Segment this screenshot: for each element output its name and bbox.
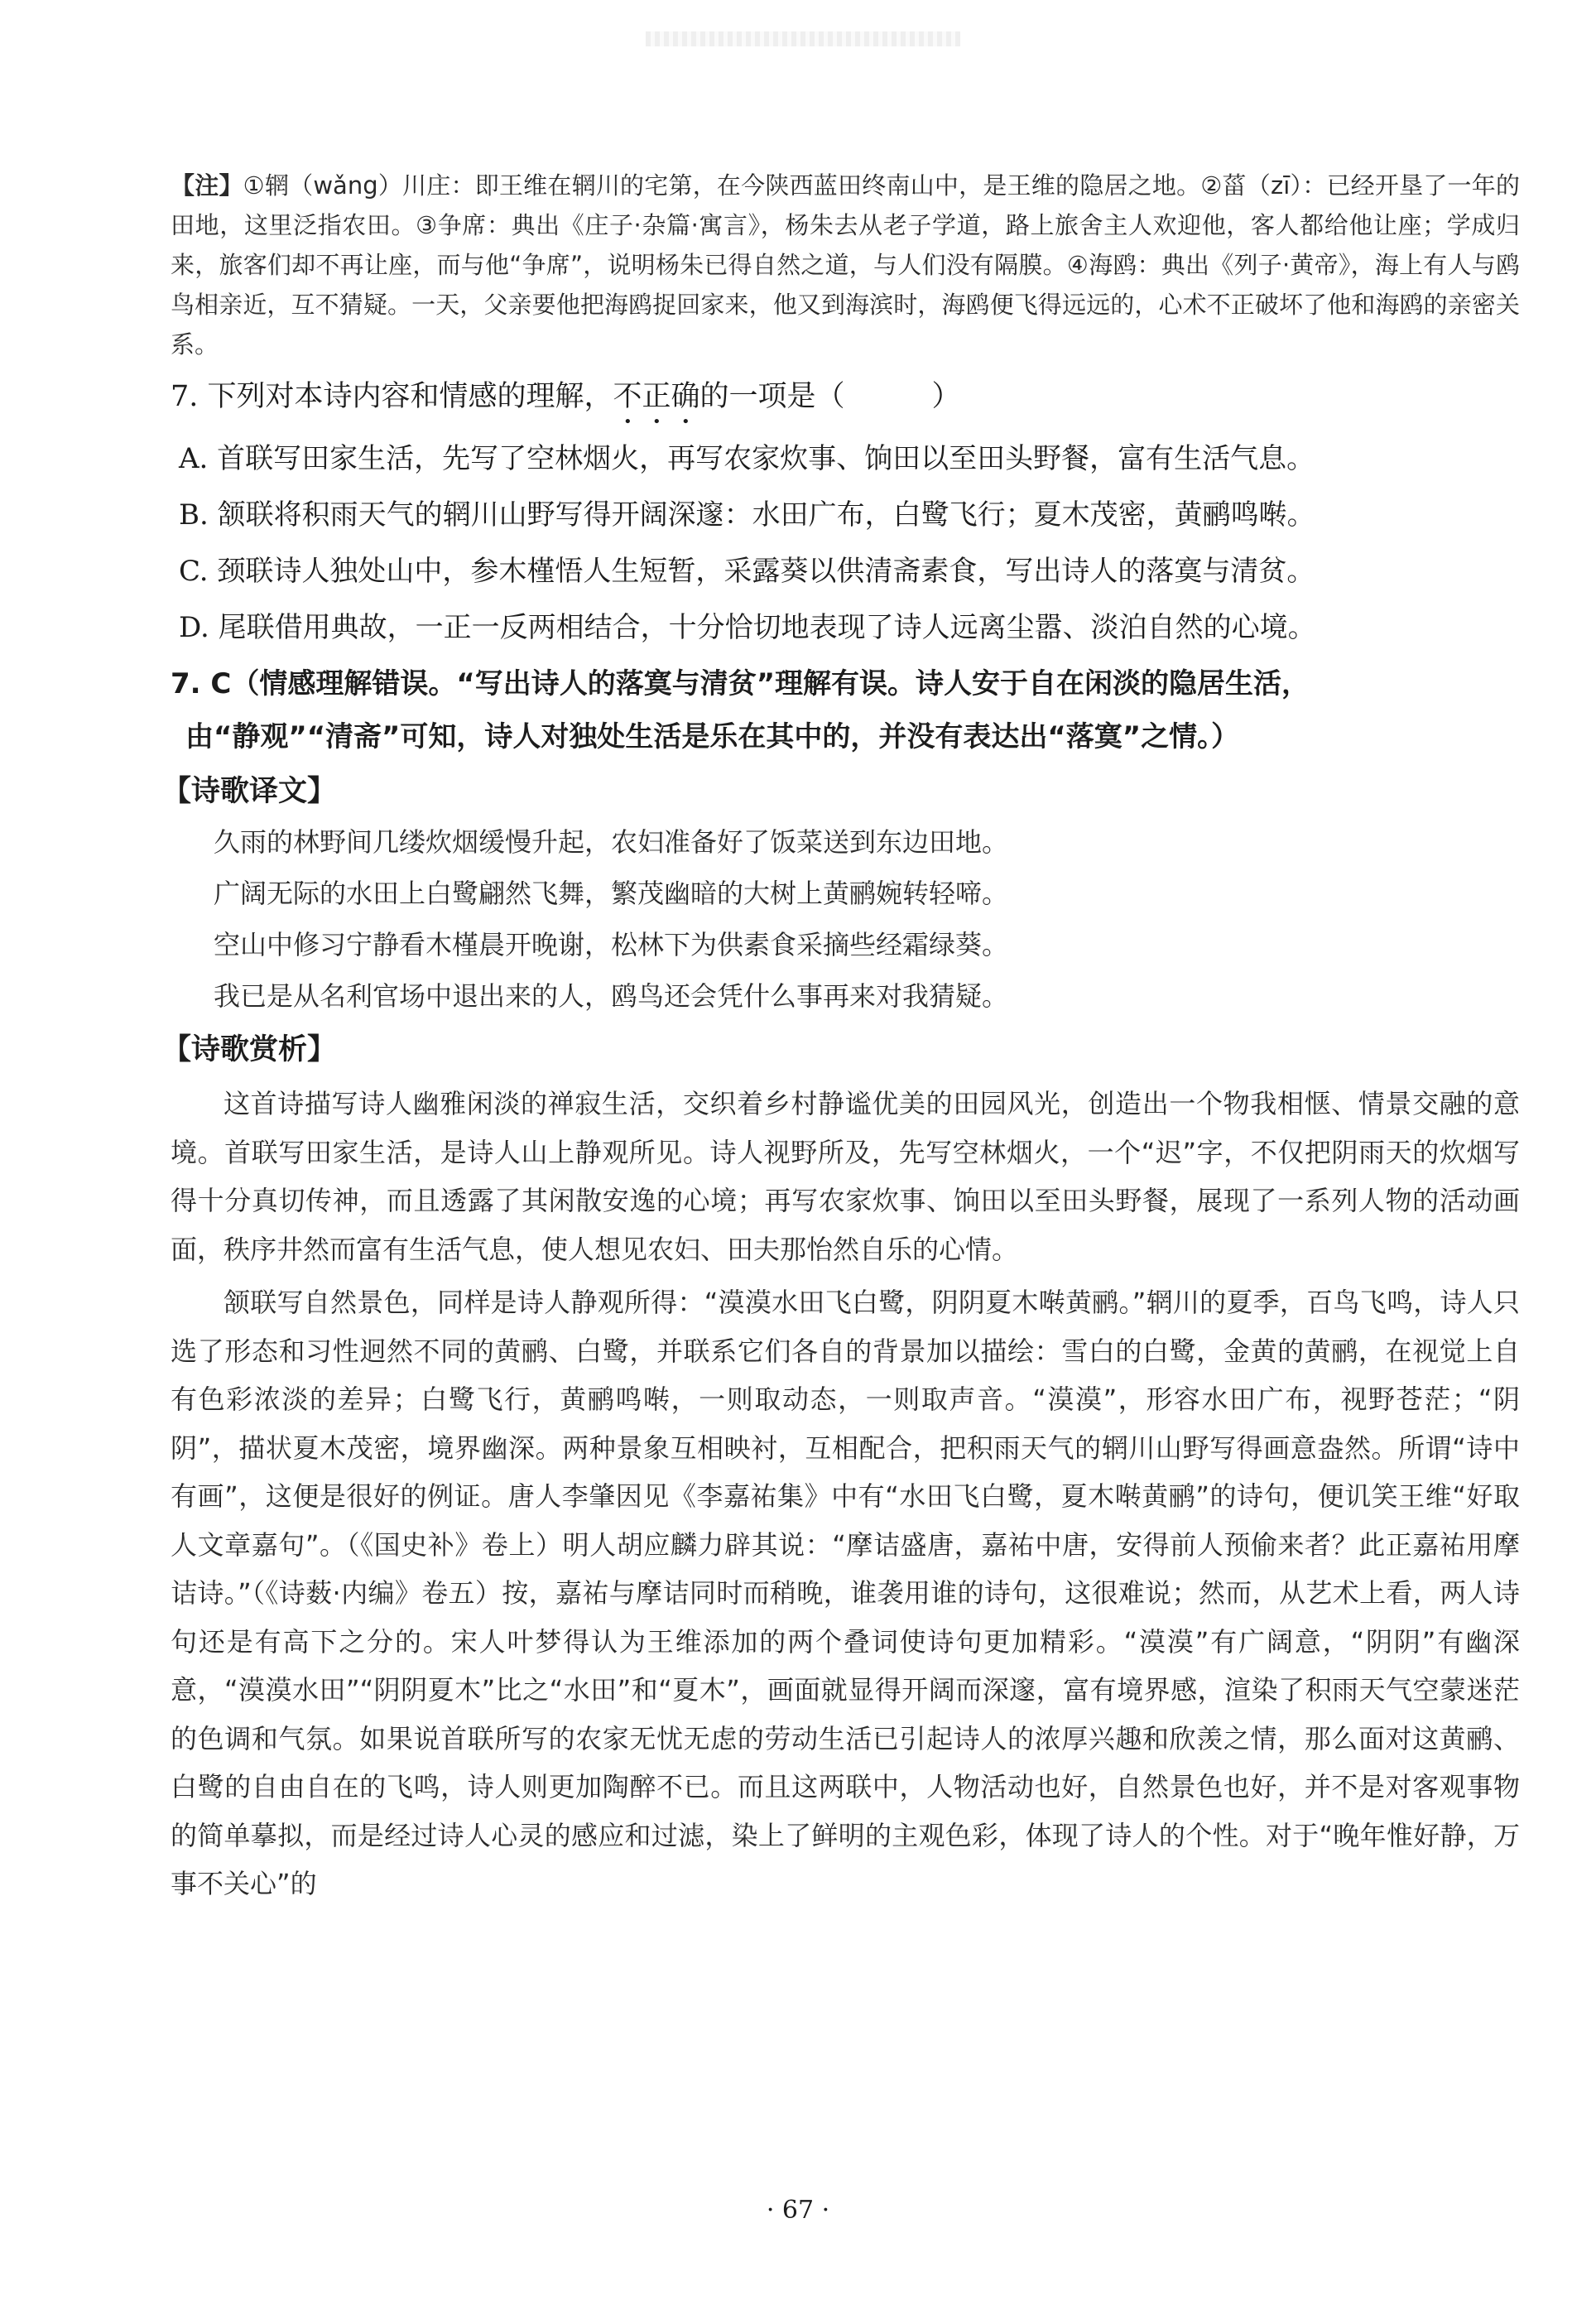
option-c: C. 颈联诗人独处山中，参木槿悟人生短暂，采露葵以供清斋素食，写出诗人的落寞与清贫。 [179,555,1315,588]
footnote-text: ①辋（wǎng）川庄：即王维在辋川的宅第，在今陕西蓝田终南山中，是王维的隐居之地。②菑（zī）：已经开垦了一年的田地，这里泛指农田。③争席：典出《庄子·杂篇·寓言》，杨朱去从老子学道，路上旅舍主人欢迎他，客人都给他让座；学成归来，旅客们却不再让座，而与他“争席”，说明杨朱已得自然之道，与人们没有隔膜。④海鸥：典出《列子·黄帝》，海上有人与鸥鸟相亲近，互不猜疑。一天，父亲要他把海鸥捉回家来，他又到海滨时，海鸥便飞得远远的，心术不正破坏了他和海鸥的亲密关系。 [171,171,1520,359]
option-d: D. 尾联借用典故，一正一反两相结合，十分恰切地表现了诗人远离尘嚣、淡泊自然的心境。 [179,611,1316,644]
page-number: · 67 · [766,2196,830,2225]
question-suffix: 的一项是（ ） [699,380,961,413]
answer-line-2: 由“静观”“清斋”可知，诗人对独处生活是乐在其中的，并没有表达出“落寞”之情。） [185,720,1240,753]
translation-line: 广阔无际的水田上白鹭翩然飞舞，繁茂幽暗的大树上黄鹂婉转轻啼。 [214,878,1009,909]
question-stem [171,371,1520,431]
question-prefix: 7. 下列对本诗内容和情感的理解， [171,380,613,413]
question-emphasis: 不正确 [613,380,700,413]
answer-explanation [171,657,1520,763]
scan-smudge [646,31,960,46]
option-a: A. 首联写田家生活，先写了空林烟火，再写农家炊事、饷田以至田头野餐，富有生活气息。 [179,442,1315,475]
translation-line: 久雨的林野间几缕炊烟缓慢升起，农妇准备好了饭菜送到东边田地。 [214,826,1009,858]
footnote-label: 【注】 [171,171,243,200]
page-content [162,166,1520,1908]
analysis-heading: 【诗歌赏析】 [162,1033,337,1066]
analysis-paragraph: 这首诗描写诗人幽雅闲淡的禅寂生活，交织着乡村静谧优美的田园风光，创造出一个物我相惬、情景交融的意境。首联写田家生活，是诗人山上静观所见。诗人视野所及，先写空林烟火，一个“迟”字，不仅把阴雨天的炊烟写得十分真切传神，而且透露了其闲散安逸的心境；再写农家炊事、饷田以至田头野餐，展现了一系列人物的活动画面，秩序井然而富有生活气息，使人想见农妇、田夫那怡然自乐的心情。 [171,1088,1520,1265]
analysis-paragraph: 颔联写自然景色，同样是诗人静观所得：“漠漠水田飞白鹭，阴阴夏木啭黄鹂。”辋川的夏季，百鸟飞鸣，诗人只选了形态和习性迥然不同的黄鹂、白鹭，并联系它们各自的背景加以描绘：雪白的白鹭，金黄的黄鹂，在视觉上自有色彩浓淡的差异；白鹭飞行，黄鹂鸣啭，一则取动态，一则取声音。“漠漠”，形容水田广布，视野苍茫；“阴阴”，描状夏木茂密，境界幽深。两种景象互相映衬，互相配合，把积雨天气的辋川山野写得画意盎然。所谓“诗中有画”，这便是很好的例证。唐人李肇因见《李嘉祐集》中有“水田飞白鹭，夏木啭黄鹂”的诗句，便讥笑王维“好取人文章嘉句”。（《国史补》卷上）明人胡应麟力辟其说：“摩诘盛唐，嘉祐中唐，安得前人预偷来者？此正嘉祐用摩诘诗。”（《诗薮·内编》卷五）按，嘉祐与摩诘同时而稍晚，谁袭用谁的诗句，这很难说；然而，从艺术上看，两人诗句还是有高下之分的。宋人叶梦得认为王维添加的两个叠词使诗句更加精彩。“漠漠”有广阔意，“阴阴”有幽深意，“漠漠水田”“阴阴夏木”比之“水田”和“夏木”，画面就显得开阔而深邃，富有境界感，渲染了积雨天气空蒙迷茫的色调和气氛。如果说首联所写的农家无忧无虑的劳动生活已引起诗人的浓厚兴趣和欣羡之情，那么面对这黄鹂、白鹭的自由自在的飞鸣，诗人则更加陶醉不已。而且这两联中，人物活动也好，自然景色也好，并不是对客观事物的简单摹拟，而是经过诗人心灵的感应和过滤，染上了鲜明的主观色彩，体现了诗人的个性。对于“晚年惟好静，万事不关心”的 [171,1287,1520,1899]
answer-line-1: 7. C（情感理解错误。“写出诗人的落寞与清贫”理解有误。诗人安于自在闲淡的隐居生活， [171,667,1310,700]
option-b: B. 颔联将积雨天气的辋川山野写得开阔深邃：水田广布，白鹭飞行；夏木茂密，黄鹂鸣啭。 [179,498,1315,532]
translation-heading: 【诗歌译文】 [162,775,337,808]
footnote [171,166,1520,364]
translation-line: 我已是从名利官场中退出来的人，鸥鸟还会凭什么事再来对我猜疑。 [214,980,1009,1012]
translation-line: 空山中修习宁静看木槿晨开晚谢，松林下为供素食采摘些经霜绿葵。 [214,929,1009,960]
